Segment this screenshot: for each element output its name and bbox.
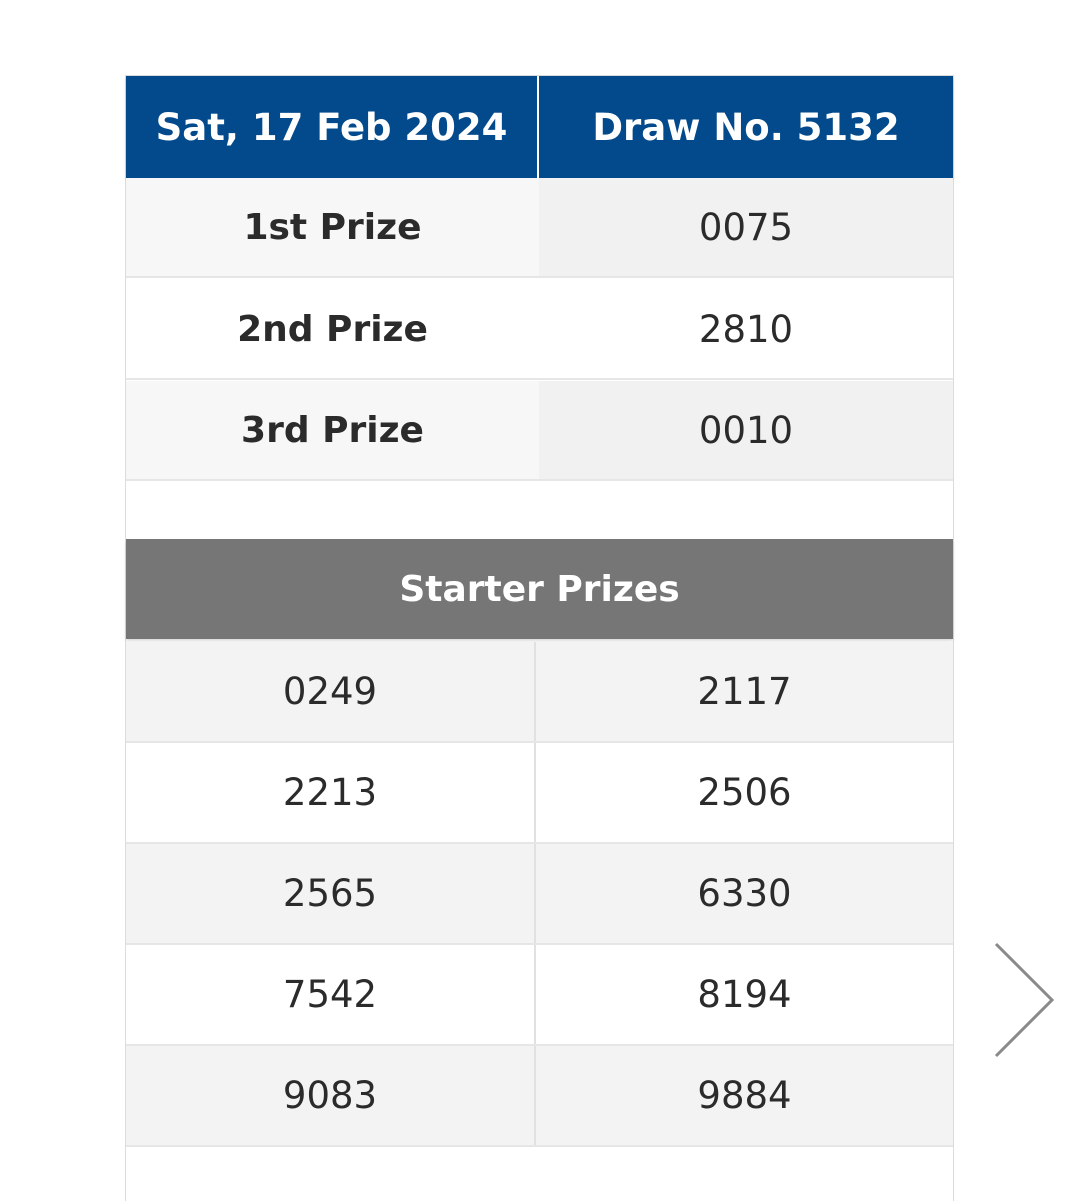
table-row <box>126 1046 953 1147</box>
third-prize-label: 3rd Prize <box>126 381 539 479</box>
table-row <box>126 844 953 945</box>
second-prize-number: 2810 <box>539 280 953 378</box>
first-prize-row <box>126 178 953 278</box>
starter-number: 9083 <box>126 1046 536 1145</box>
draw-header <box>126 76 953 178</box>
starter-number: 0249 <box>126 642 536 741</box>
starter-number: 2506 <box>697 771 792 814</box>
starter-number: 2565 <box>126 844 536 943</box>
first-prize-label: 1st Prize <box>126 178 539 276</box>
table-row <box>126 642 953 743</box>
table-row <box>126 945 953 1046</box>
results-card <box>125 75 954 1201</box>
second-prize-label: 2nd Prize <box>126 280 539 378</box>
third-prize-number: 0010 <box>539 381 953 479</box>
starter-number: 6330 <box>697 872 792 915</box>
third-prize-row <box>126 381 953 481</box>
starter-number: 7542 <box>126 945 536 1044</box>
first-prize-number: 0075 <box>539 178 953 276</box>
draw-date: Sat, 17 Feb 2024 <box>126 76 539 178</box>
draw-number: Draw No. 5132 <box>592 105 900 149</box>
starter-number: 9884 <box>697 1074 792 1117</box>
starter-number: 8194 <box>697 973 792 1016</box>
chevron-right-icon[interactable] <box>990 940 1060 1060</box>
starter-number: 2117 <box>697 670 792 713</box>
second-prize-row <box>126 280 953 380</box>
table-row <box>126 743 953 844</box>
starter-number: 2213 <box>126 743 536 842</box>
starter-prizes-header: Starter Prizes <box>126 539 953 639</box>
